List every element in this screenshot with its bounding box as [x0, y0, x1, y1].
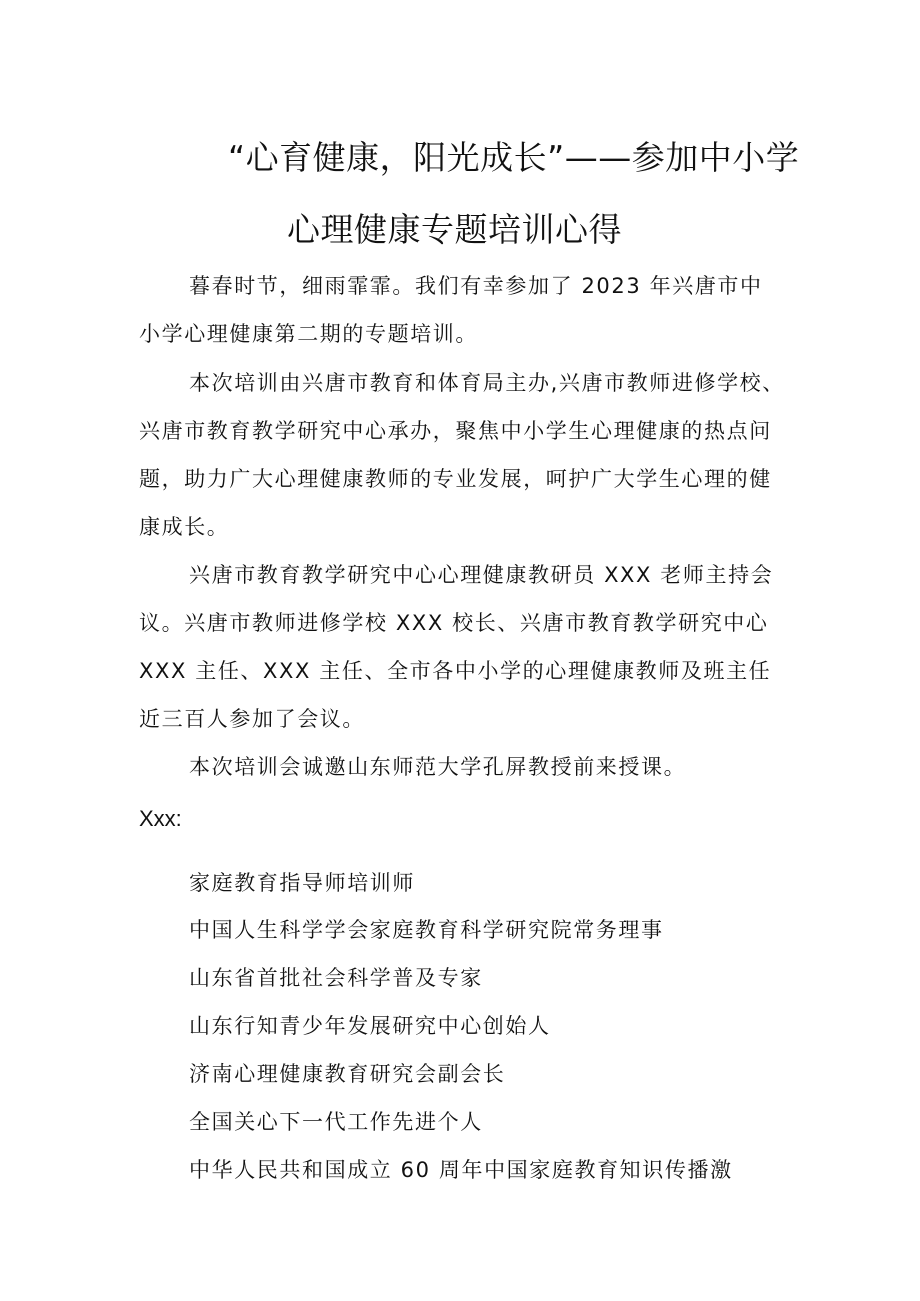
paragraph-2-line-4: 康成长。	[139, 515, 230, 539]
paragraph-2-line-3: 题，助力广大心理健康教师的专业发展，呵护广大学生心理的健	[139, 467, 772, 491]
title-line-2: 心理健康专题培训心得	[287, 210, 622, 249]
paragraph-3-line-2: 议。兴唐市教师进修学校 XXX 校长、兴唐市教育教学研究中心	[139, 611, 769, 635]
title-line-1: “心育健康，阳光成长”——参加中小学	[228, 138, 800, 177]
credential-item: 山东省首批社会科学普及专家	[189, 966, 483, 990]
credential-item: 家庭教育指导师培训师	[189, 871, 415, 895]
paragraph-3-line-3: XXX 主任、XXX 主任、全市各中小学的心理健康教师及班主任	[139, 659, 772, 683]
paragraph-3-line-1: 兴唐市教育教学研究中心心理健康教研员 XXX 老师主持会	[189, 563, 774, 587]
credential-item: 中华人民共和国成立 60 周年中国家庭教育知识传播激	[189, 1158, 733, 1182]
credential-item: 全国关心下一代工作先进个人	[189, 1110, 483, 1134]
paragraph-2-line-1: 本次培训由兴唐市教育和体育局主办,兴唐市教师进修学校、	[189, 371, 785, 395]
credential-item: 中国人生科学学会家庭教育科学研究院常务理事	[189, 918, 664, 942]
paragraph-2-line-2: 兴唐市教育教学研究中心承办，聚焦中小学生心理健康的热点问	[139, 419, 772, 443]
paragraph-1-line-2: 小学心理健康第二期的专题培训。	[139, 322, 478, 346]
paragraph-4-line-1: 本次培训会诚邀山东师范大学孔屏教授前来授课。	[189, 755, 687, 779]
speaker-label: Xxx:	[139, 806, 182, 831]
paragraph-1-line-1: 暮春时节，细雨霏霏。我们有幸参加了 2023 年兴唐市中	[189, 274, 763, 298]
credential-item: 山东行知青少年发展研究中心创始人	[189, 1014, 551, 1038]
credential-item: 济南心理健康教育研究会副会长	[189, 1062, 506, 1086]
paragraph-3-line-4: 近三百人参加了会议。	[139, 707, 365, 731]
